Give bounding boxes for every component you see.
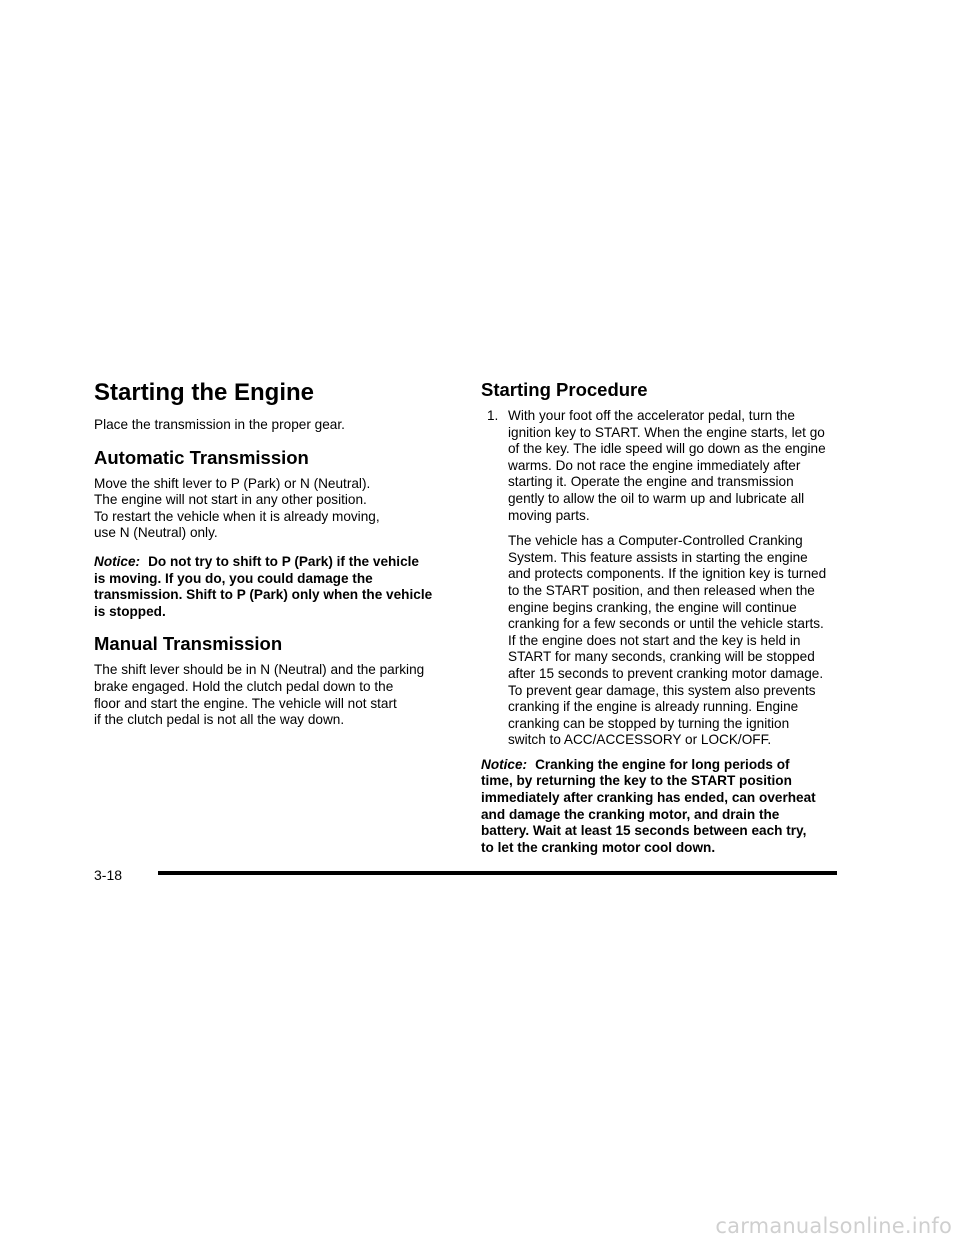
list-item xyxy=(481,408,841,749)
notice-text: Cranking the engine for long periods of time, by returning the key to the START position immediately after cranking has ended, can overheat and damage the cranking motor, and drain the battery. Wait at least 15 seconds between each try, to let the cranking motor cool down. xyxy=(481,756,816,855)
section-title: Starting the Engine xyxy=(94,379,315,406)
automatic-transmission-text: Move the shift lever to P (Park) or N (Neutral). The engine will not start in any other position. To restart the vehicle when it is already moving, use N (Neutral) only. xyxy=(94,475,380,541)
left-column xyxy=(94,378,454,741)
watermark: carmanualsonline.info xyxy=(715,1214,952,1238)
notice-text: Do not try to shift to P (Park) if the vehicle is moving. If you do, you could damage the transmission. Shift to P (Park) only when the vehicle is stopped. xyxy=(94,553,433,619)
step-text: With your foot off the accelerator pedal, turn the ignition key to START. When the engine starts, let go of the key. The idle speed will go down as the engine warms. Do not race the engine immediately after starting it. Operate the engine and transmission gently to allow the oil to warm up and lubricate all moving parts. xyxy=(508,408,826,523)
footer-rule xyxy=(158,871,837,875)
step-detail: The vehicle has a Computer-Controlled Cranking System. This feature assists in starting the engine and protects components. If the ignition key is turned to the START position, and then released when the engine begins cranking, the engine will continue cranking for a few seconds or until the vehicle starts. If the engine does not start and the key is held in START for many seconds, cranking will be stopped after 15 seconds to prevent cranking motor damage. To prevent gear damage, this system also prevents cranking if the engine is already running. Engine cranking can be stopped by turning the ignition switch to ACC/ACCESSORY or LOCK/OFF. xyxy=(508,533,827,748)
automatic-transmission-notice xyxy=(94,554,454,620)
notice-label: Notice: xyxy=(94,553,141,569)
manual-transmission-text: The shift lever should be in N (Neutral) and the parking brake engaged. Hold the clutch pedal down to the floor and start the engine. The vehicle will not start if the clutch pedal is not all the way down. xyxy=(94,662,425,728)
step-number: 1. xyxy=(487,408,499,423)
right-column xyxy=(481,378,841,868)
notice-label: Notice: xyxy=(481,756,528,772)
page-number: 3-18 xyxy=(94,867,123,883)
manual-transmission-heading: Manual Transmission xyxy=(94,633,283,655)
cranking-notice xyxy=(481,757,841,857)
automatic-transmission-heading: Automatic Transmission xyxy=(94,446,309,468)
starting-procedure-heading: Starting Procedure xyxy=(481,379,648,400)
procedure-steps xyxy=(481,408,841,749)
intro-text: Place the transmission in the proper gear. xyxy=(94,417,345,432)
